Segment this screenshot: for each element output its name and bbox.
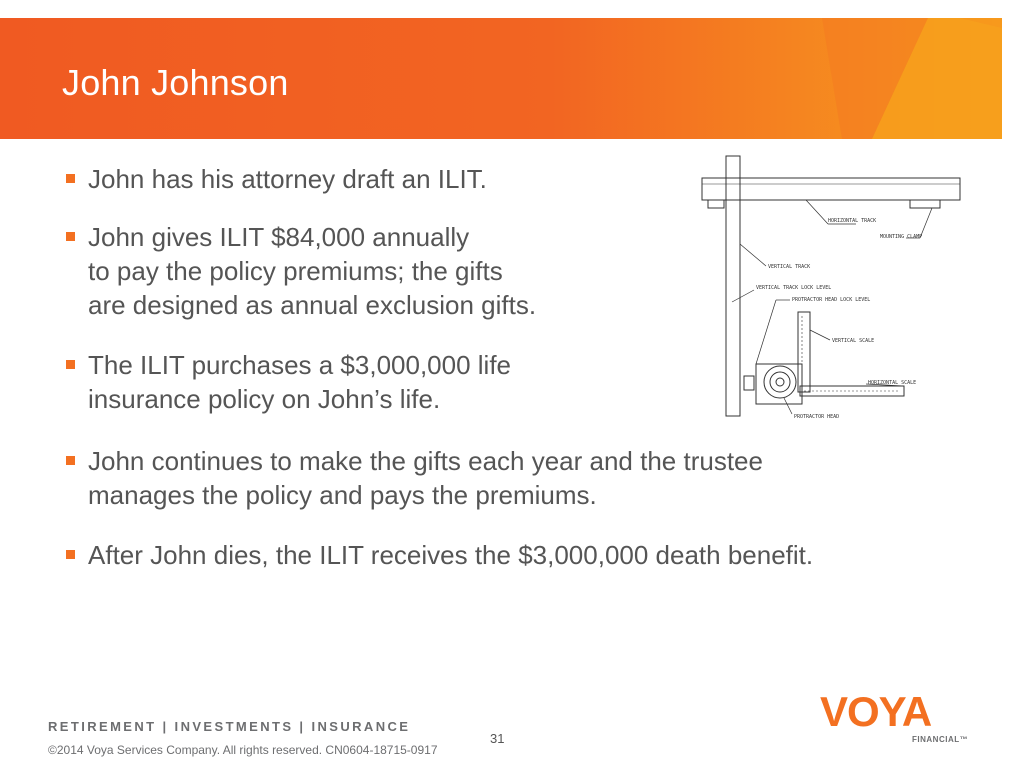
bullet-line: manages the policy and pays the premiums.	[88, 480, 597, 510]
bullet-line: John has his attorney draft an ILIT.	[88, 164, 487, 194]
mounting-clamp-left-shape	[708, 200, 724, 208]
bullet-square-icon	[66, 360, 75, 369]
protractor-head-shape	[764, 366, 796, 398]
mounting-clamp-right-shape	[910, 200, 940, 208]
bullet-line: John gives ILIT $84,000 annually	[88, 222, 470, 252]
bullet-item	[62, 444, 982, 512]
label-protractor-head: PROTRACTOR HEAD	[794, 414, 840, 420]
bullet-item	[62, 538, 982, 572]
header-banner	[0, 18, 1002, 139]
logo-wordmark: VOYA	[820, 690, 932, 735]
bullet-square-icon	[66, 174, 75, 183]
bullet-line: insurance policy on John’s life.	[88, 384, 441, 414]
technical-diagram	[696, 154, 966, 424]
label-protractor-head-lock-level: PROTRACTOR HEAD LOCK LEVEL	[792, 297, 871, 303]
bullet-line: The ILIT purchases a $3,000,000 life	[88, 350, 512, 380]
label-vertical-track: VERTICAL TRACK	[768, 264, 811, 270]
vertical-scale-shape	[798, 312, 810, 392]
logo-subtext: FINANCIAL™	[912, 735, 969, 744]
bullet-line: to pay the policy premiums; the gifts	[88, 256, 503, 286]
label-vertical-scale: VERTICAL SCALE	[832, 338, 875, 344]
horizontal-track-shape	[702, 178, 960, 200]
label-mounting-clamp: MOUNTING CLAMP	[880, 234, 923, 240]
bullet-square-icon	[66, 232, 75, 241]
bullet-square-icon	[66, 550, 75, 559]
label-horizontal-scale: HORIZONTAL SCALE	[868, 380, 917, 386]
page-number: 31	[490, 731, 505, 746]
bullet-line: John continues to make the gifts each year and the trustee	[88, 446, 763, 476]
bullet-line: are designed as annual exclusion gifts.	[88, 290, 537, 320]
bullet-square-icon	[66, 456, 75, 465]
footer-tagline: RETIREMENT | INVESTMENTS | INSURANCE	[48, 719, 411, 734]
copyright-text: ©2014 Voya Services Company. All rights reserved. CN0604-18715-0917	[48, 743, 438, 757]
bullet-line: After John dies, the ILIT receives the $3,000,000 death benefit.	[88, 540, 814, 570]
label-vertical-track-lock-level: VERTICAL TRACK LOCK LEVEL	[756, 285, 832, 291]
vertical-track-shape	[726, 156, 740, 416]
label-horizontal-track: HORIZONTAL TRACK	[828, 218, 877, 224]
voya-logo	[818, 690, 978, 746]
slide-title: John Johnson	[62, 62, 289, 103]
